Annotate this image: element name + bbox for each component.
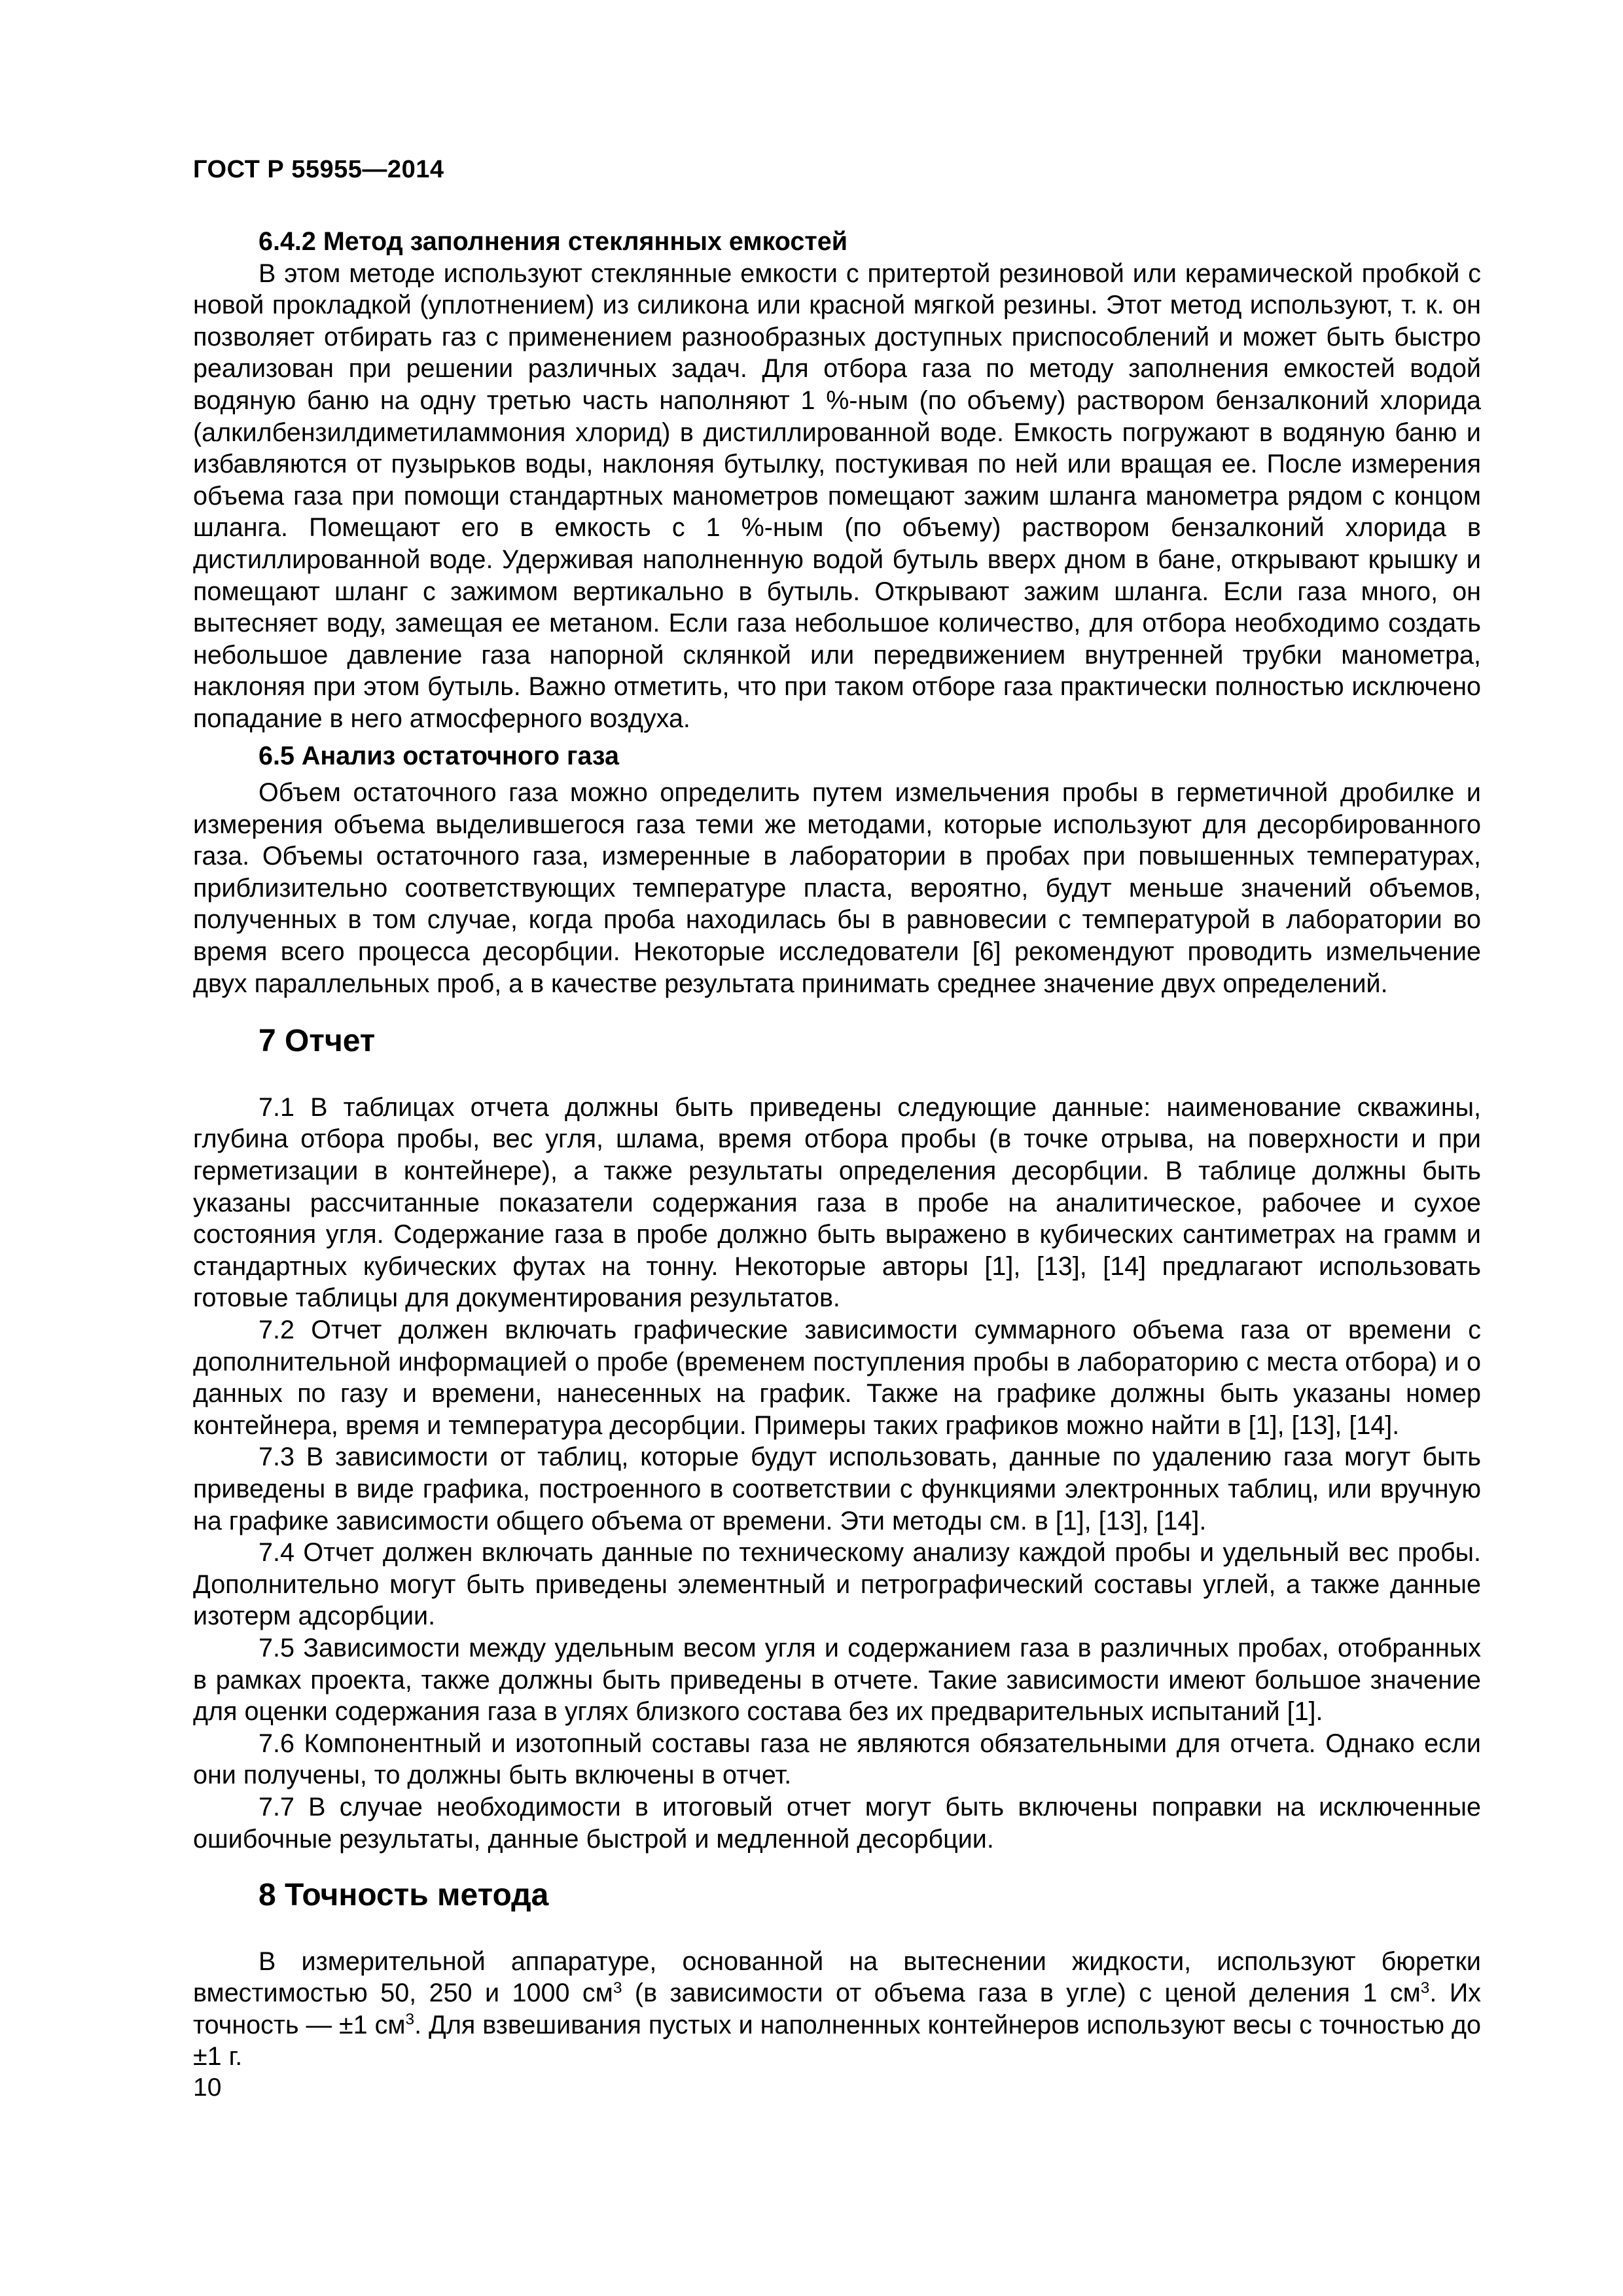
clause-7-3: 7.3 В зависимости от таблиц, которые будут использовать, данные по удалению газа могут быть приведены в виде графика, построенного в соответствии с функциями электронных таблиц, или вручную на графике зависимости общего объема от времени. Эти методы см. в [1], [13], [14]. (193, 1443, 1481, 1535)
section-6-5-text: Объем остаточного газа можно определить путем измельчения пробы в герметичной дробилке и измерения объема выделившегося газа теми же методами, которые используют для десорбированного газа. Объемы остаточного газа, измеренные в лаборатории в пробах при повышенных температурах, приблизительно соответствующих температуре пласта, вероятно, будут меньше значений объемов, полученных в том случае, когда проба находилась бы в равновесии с температурой в лаборатории во время всего процесса десорбции. Некоторые исследователи [6] рекомендуют проводить измельчение двух параллельных проб, а в качестве результата принимать среднее значение двух определений. (193, 778, 1481, 998)
section-6-4-2-title: 6.4.2 Метод заполнения стеклянных емкостей (259, 227, 847, 256)
section-8-text: В измерительной аппаратуре, основанной на вытеснении жидкости, используют бюретки вместимостью 50, 250 и 1000 $см^3$ (в зависимости от объема газа в угле) с ценой деления 1 $см^3$. Их точность — ±1 $см^3$. Для взвешивания пустых и наполненных контейнеров используют весы с точностью до ±1 г. (193, 1946, 1482, 2072)
clause-7-1: 7.1 В таблицах отчета должны быть приведены следующие данные: наименование скважины, глубина отбора пробы, вес угля, шлама, время отбора пробы (в точке отрыва, на поверхности и при герметизации в контейнере), а также результаты определения десорбции. В таблице должны быть указаны рассчитанные показатели содержания газа в пробе на аналитическое, рабочее и сухое состояния угля. Содержание газа в пробе должно быть выражено в кубических сантиметрах на грамм и стандартных кубических футах на тонну. Некоторые авторы [1], [13], [14] предлагают использовать готовые таблицы для документирования результатов. (193, 1092, 1481, 1313)
clause-7-6: 7.6 Компонентный и изотопный составы газа не являются обязательными для отчета. Однако если они получены, то должны быть включены в отчет. (193, 1729, 1481, 1790)
clause-7-7: 7.7 В случае необходимости в итоговый отчет могут быть включены поправки на исключенные ошибочные результаты, данные быстрой и медленной десорбции. (193, 1792, 1481, 1854)
standard-header: ГОСТ Р 55955—2014 (193, 156, 444, 183)
clause-7-2: 7.2 Отчет должен включать графические зависимости суммарного объема газа от времени с дополнительной информацией о пробе (временем поступления пробы в лабораторию с места отбора) и о данных по газу и времени, нанесенных на график. Также на графике должны быть указаны номер контейнера, время и температура десорбции. Примеры таких графиков можно найти в [1], [13], [14]. (193, 1316, 1481, 1440)
section-7-title: 7 Отчет (259, 1024, 376, 1059)
section-6-5-title: 6.5 Анализ остаточного газа (259, 741, 620, 770)
clause-7-4: 7.4 Отчет должен включать данные по техническому анализу каждой пробы и удельный вес пробы. Дополнительно могут быть приведены элементный и петрографический составы углей, а также данные изотерм адсорбции. (193, 1538, 1481, 1631)
page-number: 10 (193, 2073, 222, 2102)
clause-7-5: 7.5 Зависимости между удельным весом угля и содержанием газа в различных пробах, отобранных в рамках проекта, также должны быть приведены в отчете. Такие зависимости имеют большое значение для оценки содержания газа в углях близкого состава без их предварительных испытаний [1]. (193, 1633, 1481, 1727)
document-body (193, 226, 1481, 2073)
section-6-4-2-text: В этом методе используют стеклянные емкости с притертой резиновой или керамической пробкой с новой прокладкой (уплотнением) из силикона или красной мягкой резины. Этот метод используют, т. к. он позволяет отбирать газ с применением разнообразных доступных приспособлений и может быть быстро реализован при решении различных задач. Для отбора газа по методу заполнения емкостей водой водяную баню на одну третью часть наполняют 1 %-ным (по объему) раствором бензалконий хлорида (алкилбензилдиметиламмония хлорид) в дистиллированной воде. Емкость погружают в водяную баню и избавляются от пузырьков воды, наклоняя бутылку, постукивая по ней или вращая ее. После измерения объема газа при помощи стандартных манометров помещают зажим шланга манометра рядом с концом шланга. Помещают его в емкость с 1 %-ным (по объему) раствором бензалконий хлорида в дистиллированной воде. Удерживая наполненную водой бутыль вверх дном в бане, открывают крышку и помещают шланг с зажимом вертикально в бутыль. Открывают зажим шланга. Если газа много, он вытесняет воду, замещая ее метаном. Если газа небольшое количество, для отбора необходимо создать небольшое давление газа напорной склянкой или передвижением внутренней трубки манометра, наклоняя при этом бутыль. Важно отметить, что при таком отборе газа практически полностью исключено попадание в него атмосферного воздуха. (193, 259, 1481, 733)
section-8-title: 8 Точность метода (259, 1878, 549, 1913)
